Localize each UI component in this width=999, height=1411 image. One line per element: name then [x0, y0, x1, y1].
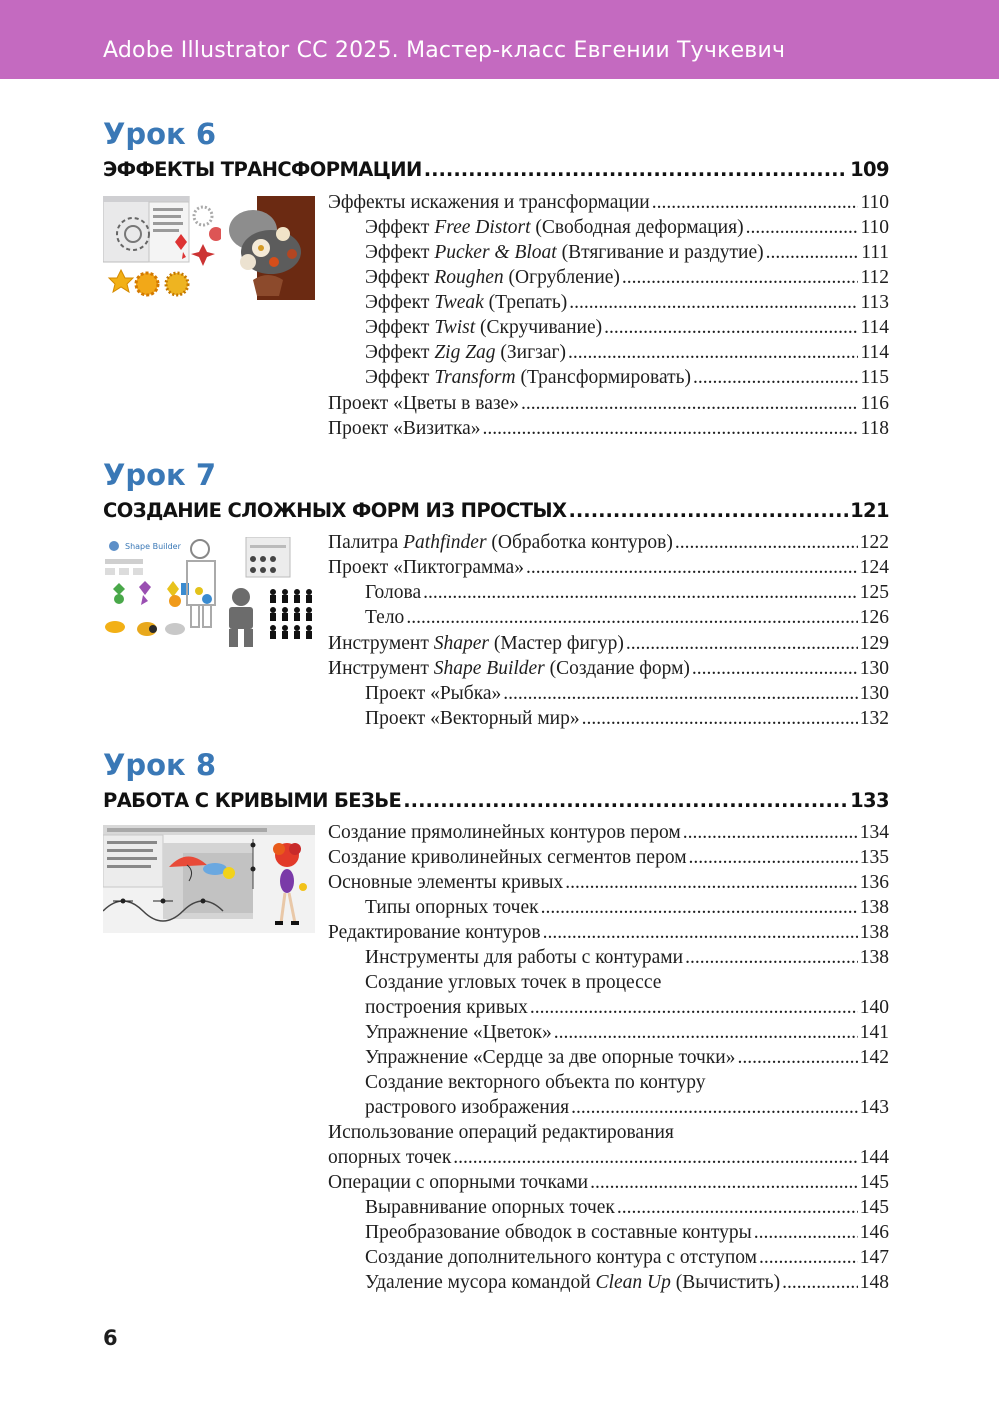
book-title: Adobe Illustrator CC 2025. Мастер-класс Евгении Тучкевич	[103, 38, 786, 63]
dot-leader	[406, 606, 857, 630]
toc-entry[interactable]	[328, 821, 889, 845]
toc-entry[interactable]	[328, 921, 889, 945]
entry-page: 148	[859, 1272, 889, 1293]
entry-title: Проект «Пиктограмма»	[328, 557, 524, 578]
dot-leader	[569, 291, 858, 315]
dot-leader	[746, 216, 859, 240]
entry-page: 146	[859, 1222, 889, 1243]
entry-page: 142	[859, 1047, 889, 1068]
toc-entry[interactable]	[328, 556, 889, 580]
lesson-thumbnail	[103, 196, 315, 300]
toc-entry[interactable]	[328, 632, 889, 656]
chapter-title: ЭФФЕКТЫ ТРАНСФОРМАЦИИ	[103, 158, 422, 181]
entry-title: Эффект Zig Zag (Зигзаг)	[365, 342, 566, 363]
toc-entry[interactable]	[365, 1271, 889, 1295]
entry-title: Удаление мусора командой Clean Up (Вычистить)	[365, 1272, 781, 1293]
toc-entry[interactable]	[365, 581, 889, 605]
toc-entry[interactable]	[365, 707, 889, 731]
entry-title: Инструмент Shape Builder (Создание форм)	[328, 658, 690, 679]
entry-page: 138	[859, 947, 889, 968]
dot-leader	[617, 1196, 858, 1220]
dot-leader	[582, 707, 858, 731]
entry-page: 112	[860, 267, 889, 288]
dot-leader	[737, 1046, 857, 1070]
dot-leader	[568, 341, 859, 365]
entry-page: 145	[859, 1197, 889, 1218]
entry-title-line: Использование операций редактирования	[328, 1122, 674, 1143]
toc-entry[interactable]	[365, 1246, 889, 1270]
lesson-thumbnail	[103, 537, 315, 647]
entry-page: 124	[859, 557, 889, 578]
dot-leader	[403, 789, 848, 812]
entry-title: Голова	[365, 582, 422, 603]
entry-page: 132	[859, 708, 889, 729]
chapter-row[interactable]	[103, 158, 889, 184]
entry-page: 110	[860, 217, 889, 238]
toc-entry[interactable]	[328, 846, 889, 870]
entry-title: Основные элементы кривых	[328, 872, 564, 893]
toc-entry[interactable]	[365, 291, 889, 315]
entry-title: Создание криволинейных сегментов пером	[328, 847, 687, 868]
entry-title: Преобразование обводок в составные контуры	[365, 1222, 752, 1243]
dot-leader	[754, 1221, 858, 1245]
entry-page: 147	[859, 1247, 889, 1268]
entry-page: 113	[860, 292, 889, 313]
page-number: 6	[103, 1326, 118, 1350]
toc-entry[interactable]	[365, 216, 889, 240]
entry-page: 114	[860, 342, 889, 363]
toc-entry[interactable]	[365, 1021, 889, 1045]
entry-page: 145	[859, 1172, 889, 1193]
dot-leader	[483, 417, 859, 441]
chapter-page: 121	[850, 499, 889, 522]
dot-leader	[568, 499, 848, 522]
entry-title: Эффект Twist (Скручивание)	[365, 317, 603, 338]
dot-leader	[453, 1146, 857, 1170]
dot-leader	[554, 1021, 858, 1045]
entry-title: Эффект Roughen (Огрубление)	[365, 267, 620, 288]
entry-page: 136	[859, 872, 889, 893]
entry-title: Проект «Векторный мир»	[365, 708, 580, 729]
toc-entry[interactable]	[365, 366, 889, 390]
header-bar	[0, 0, 999, 79]
entry-title-line: Создание угловых точек в процессе	[365, 972, 662, 993]
entry-title: Выравнивание опорных точек	[365, 1197, 615, 1218]
entry-title: Создание дополнительного контура с отступом	[365, 1247, 757, 1268]
entry-title: Упражнение «Цветок»	[365, 1022, 552, 1043]
toc-entry[interactable]	[328, 1146, 889, 1170]
entry-title: Проект «Цветы в вазе»	[328, 393, 519, 414]
pathfinder-illustration	[103, 537, 315, 647]
dot-leader	[759, 1246, 858, 1270]
entry-title: Инструмент Shaper (Мастер фигур)	[328, 633, 624, 654]
dot-leader	[685, 946, 858, 970]
toc-entry[interactable]	[365, 896, 889, 920]
chapter-title: СОЗДАНИЕ СЛОЖНЫХ ФОРМ ИЗ ПРОСТЫХ	[103, 499, 567, 522]
entry-page: 130	[859, 658, 889, 679]
dot-leader	[526, 556, 858, 580]
entry-title: Эффект Pucker & Bloat (Втягивание и раздутие)	[365, 242, 764, 263]
entry-title: Эффект Tweak (Трепать)	[365, 292, 568, 313]
toc-entry[interactable]	[365, 1196, 889, 1220]
chapter-title: РАБОТА С КРИВЫМИ БЕЗЬЕ	[103, 789, 402, 812]
entry-title: Эффект Free Distort (Свободная деформация)	[365, 217, 744, 238]
toc-entry[interactable]	[328, 1171, 889, 1195]
dot-leader	[424, 158, 848, 181]
dot-leader	[503, 682, 857, 706]
chapter-page: 109	[850, 158, 889, 181]
entry-page: 141	[859, 1022, 889, 1043]
entry-page: 138	[859, 922, 889, 943]
entry-title: Проект «Рыбка»	[365, 683, 502, 704]
entry-title: Эффект Transform (Трансформировать)	[365, 367, 692, 388]
entry-page: 115	[860, 367, 889, 388]
toc-entry[interactable]	[365, 316, 889, 340]
entry-title: опорных точек	[328, 1147, 452, 1168]
dot-leader	[622, 266, 859, 290]
entry-title: Типы опорных точек	[365, 897, 539, 918]
toc-entry[interactable]	[365, 241, 889, 265]
lesson-heading: Урок 8	[103, 748, 216, 782]
toc-entry[interactable]	[365, 266, 889, 290]
lesson-thumbnail	[103, 825, 315, 933]
entry-title: Тело	[365, 607, 405, 628]
entry-page: 126	[859, 607, 889, 628]
toc-entry[interactable]	[365, 996, 889, 1020]
entry-page: 111	[861, 242, 889, 263]
entry-title: Инструменты для работы с контурами	[365, 947, 684, 968]
toc-entry[interactable]	[365, 1046, 889, 1070]
entry-title: Редактирование контуров	[328, 922, 541, 943]
entry-title: растрового изображения	[365, 1097, 570, 1118]
dot-leader	[689, 846, 858, 870]
toc-entry[interactable]	[328, 871, 889, 895]
toc-entry[interactable]	[328, 417, 889, 441]
entry-page: 114	[860, 317, 889, 338]
entry-title: построения кривых	[365, 997, 528, 1018]
entry-page: 110	[860, 192, 889, 213]
entry-page: 144	[859, 1147, 889, 1168]
entry-page: 116	[860, 393, 889, 414]
lesson-heading: Урок 6	[103, 117, 216, 151]
dot-leader	[541, 896, 858, 920]
dot-leader	[530, 996, 858, 1020]
toc-entry[interactable]	[365, 682, 889, 706]
entry-title: Упражнение «Сердце за две опорные точки»	[365, 1047, 736, 1068]
dot-leader	[565, 871, 858, 895]
dot-leader	[626, 632, 858, 656]
entry-title-line: Создание векторного объекта по контуру	[365, 1072, 706, 1093]
bezier-illustration	[103, 825, 315, 933]
dot-leader	[590, 1171, 858, 1195]
entry-page: 125	[859, 582, 889, 603]
entry-page: 118	[860, 418, 889, 439]
entry-page: 140	[859, 997, 889, 1018]
shape-builder-label: Shape Builder	[125, 542, 181, 551]
entry-page: 143	[859, 1097, 889, 1118]
entry-page: 122	[859, 532, 889, 553]
chapter-row[interactable]	[103, 499, 889, 525]
toc-entry[interactable]	[328, 531, 889, 555]
entry-title: Палитра Pathfinder (Обработка контуров)	[328, 532, 673, 553]
dot-leader	[675, 531, 858, 555]
dot-leader	[766, 241, 860, 265]
entry-page: 130	[859, 683, 889, 704]
dot-leader	[782, 1271, 858, 1295]
chapter-page: 133	[850, 789, 889, 812]
dot-leader	[423, 581, 858, 605]
toc-entry[interactable]	[365, 1096, 889, 1120]
chapter-row[interactable]	[103, 789, 889, 815]
dot-leader	[652, 191, 859, 215]
dot-leader	[521, 392, 859, 416]
dot-leader	[683, 821, 858, 845]
toc-entry[interactable]	[365, 341, 889, 365]
entry-title: Проект «Визитка»	[328, 418, 481, 439]
entry-page: 129	[859, 633, 889, 654]
lesson-heading: Урок 7	[103, 458, 216, 492]
toc-entry[interactable]	[328, 191, 889, 215]
entry-title: Операции с опорными точками	[328, 1172, 589, 1193]
effects-illustration	[103, 196, 315, 300]
toc-entry[interactable]	[365, 1221, 889, 1245]
toc-entry[interactable]	[328, 657, 889, 681]
toc-entry[interactable]	[328, 392, 889, 416]
entry-page: 134	[859, 822, 889, 843]
entry-page: 135	[859, 847, 889, 868]
dot-leader	[571, 1096, 858, 1120]
entry-title: Эффекты искажения и трансформации	[328, 192, 650, 213]
dot-leader	[693, 366, 858, 390]
toc-entry[interactable]	[365, 946, 889, 970]
dot-leader	[604, 316, 858, 340]
toc-entry[interactable]	[365, 606, 889, 630]
dot-leader	[543, 921, 858, 945]
entry-page: 138	[859, 897, 889, 918]
dot-leader	[692, 657, 858, 681]
entry-title: Создание прямолинейных контуров пером	[328, 822, 681, 843]
